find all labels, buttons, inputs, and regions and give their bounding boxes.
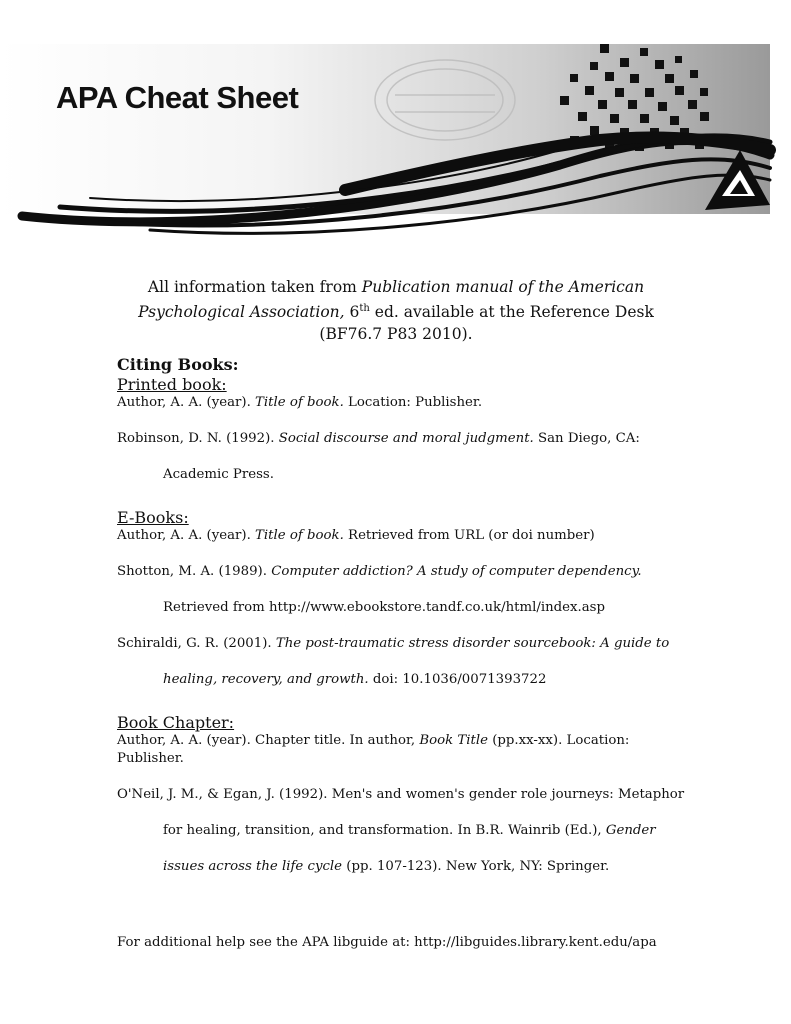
example-book-title: Gender [605, 823, 656, 838]
example-continuation: Retrieved from http://www.ebookstore.tandf.co.uk/html/index.asp [163, 600, 606, 615]
example-first-line [117, 635, 717, 653]
footer-help-text: For additional help see the APA libguide at: http://libguides.library.kent.edu/apa [117, 935, 657, 950]
format-title: Title of book. [255, 528, 344, 543]
page-title: APA Cheat Sheet [56, 80, 299, 115]
example-doi: doi: 10.1036/0071393722 [368, 672, 547, 687]
chapter-example [117, 786, 717, 876]
format-location: Location: Publisher. [343, 395, 483, 410]
example-title: Social discourse and moral judgment. [278, 431, 534, 446]
example-author: Shotton, M. A. (1989). [117, 564, 272, 579]
example-continuation: Academic Press. [163, 467, 274, 482]
example-continuation [117, 822, 717, 840]
format-author-year: Author, A. A. (year). [117, 395, 256, 410]
format-author-year: Author, A. A. (year). [117, 528, 256, 543]
subheading-book-chapter: Book Chapter: [117, 713, 235, 732]
intro-suffix: ed. available at the Reference Desk (BF76.7 P83 2010). [319, 303, 654, 344]
intro-paragraph [116, 276, 676, 345]
ebook-format [117, 527, 717, 545]
printed-book-format [117, 394, 717, 412]
intro-source-title: Publication manual of the American Psychological Association, [138, 278, 645, 322]
banner-artwork [0, 0, 791, 260]
example-first-line [117, 430, 717, 448]
format-book-title: Book Title [419, 733, 488, 748]
example-book-title-cont: issues across the life cycle [163, 859, 343, 874]
ebook-example-1 [117, 563, 717, 617]
format-publisher: Publisher. [117, 751, 184, 766]
example-continuation-2 [117, 858, 717, 876]
example-title: The post-traumatic stress disorder sourcebook: A guide to [275, 636, 670, 651]
section-heading-citing-books: Citing Books: [117, 355, 239, 374]
example-title-cont: healing, recovery, and growth. [163, 672, 369, 687]
example-first-line: O'Neil, J. M., & Egan, J. (1992). Men's and women's gender role journeys: Metaphor [117, 787, 685, 802]
intro-prefix: All information taken from [147, 278, 362, 296]
ebook-example-2 [117, 635, 717, 689]
example-author: Schiraldi, G. R. (2001). [117, 636, 276, 651]
format-pages: (pp.xx-xx). Location: [487, 733, 630, 748]
format-title: Title of book. [255, 395, 344, 410]
example-continuation [117, 671, 717, 689]
example-title: Computer addiction? A study of computer dependency. [271, 564, 642, 579]
example-pages-publisher: (pp. 107-123). New York, NY: Springer. [342, 859, 610, 874]
citations-content [117, 355, 717, 876]
subheading-ebooks: E-Books: [117, 508, 189, 527]
subheading-printed-book: Printed book: [117, 375, 227, 394]
intro-edition-superscript: th [359, 303, 370, 314]
example-first-line [117, 563, 717, 581]
header-banner [0, 0, 791, 260]
example-author: Robinson, D. N. (1992). [117, 431, 279, 446]
format-author-chapter: Author, A. A. (year). Chapter title. In author, [117, 733, 420, 748]
chapter-format [117, 732, 717, 768]
printed-book-example [117, 430, 717, 484]
example-location: San Diego, CA: [533, 431, 640, 446]
format-retrieval: Retrieved from URL (or doi number) [343, 528, 595, 543]
example-editor: for healing, transition, and transformation. In B.R. Wainrib (Ed.), [163, 823, 606, 838]
intro-edition-number: 6 [344, 303, 360, 322]
